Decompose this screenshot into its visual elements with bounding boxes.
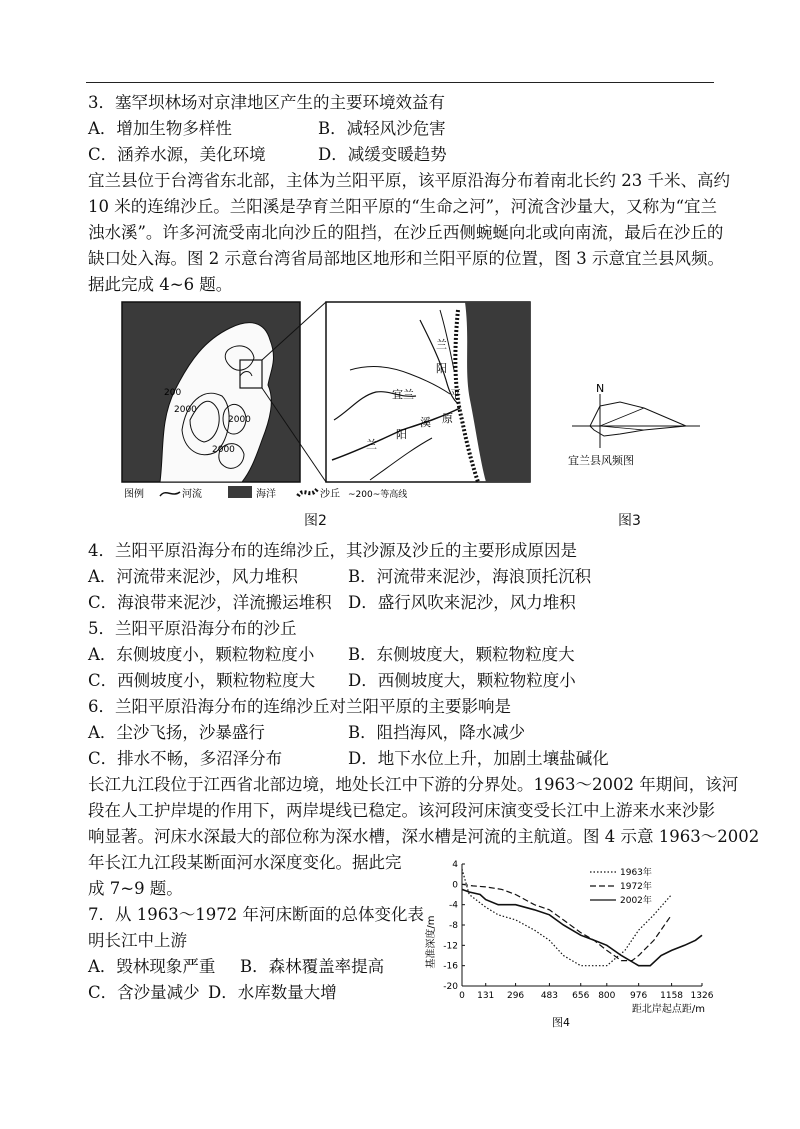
q3-stem: 3．塞罕坝林场对京津地区产生的主要环境效益有 [88,93,445,112]
series-line-3 [462,889,702,965]
county-label: 宜兰 [392,388,414,401]
passage2-line-2: 段在人工护岸堤的作用下，两岸堤线已稳定。该河段河床演变受长江中上游来水来沙影 [88,801,715,820]
passage2-line-3: 响显著。河床水深最大的部位称为深水槽，深水槽是河流的主航道。图 4 示意 1963～2002 [88,827,760,846]
wind-rose-title: 宜兰县风频图 [568,454,634,467]
river-char-1: 兰 [366,438,377,451]
passage1-line-4: 缺口处入海。图 2 示意台湾省局部地区地形和兰阳平原的位置，图 3 示意宜兰县风频。 [88,249,724,268]
y-tick-label: -8 [449,921,458,931]
q4-option-b: B．河流带来泥沙，海浪顶托沉积 [348,567,592,586]
y-tick-label: -16 [443,961,458,972]
lanyang-plain-map [326,302,530,482]
x-tick-label: 296 [506,991,525,1001]
legend-title: 图例 [124,489,144,500]
y-tick-label: 4 [452,860,458,870]
q3-option-d: D．减缓变暖趋势 [318,145,447,164]
q6-option-d: D．地下水位上升，加剧土壤盐碱化 [348,749,609,768]
plain-char-2: 阳 [436,362,447,375]
wind-frequency-polygon [590,402,686,436]
plain-char-1: 兰 [436,338,447,351]
q5-option-c: C．西侧坡度小，颗粒物粒度大 [88,671,316,690]
x-tick-label: 656 [572,991,590,1001]
taiwan-terrain-map [122,302,300,482]
q7-option-b: B．森林覆盖率提高 [240,957,385,976]
x-tick-label: 131 [477,991,495,1001]
q7-option-a: A．毁林现象严重 [88,957,216,976]
q5-option-b: B．东侧坡度大，颗粒物粒度大 [348,645,575,664]
passage1-line-3: 浊水溪”。许多河流受南北向沙丘的阻挡，在沙丘西侧蜿蜒向北或向南流，最后在沙丘的 [88,223,724,242]
figure-4-depth-chart [420,852,720,1032]
y-axis-label: 基准深度/m [426,915,437,969]
q4-option-a: A．河流带来泥沙，风力堆积 [88,567,298,586]
figure-2 [120,300,540,530]
x-tick-label: 800 [598,991,616,1001]
figure-4-caption: 图4 [552,1016,570,1029]
legend-label-2: 1972年 [620,882,652,892]
legend-ocean: 海洋 [256,489,276,500]
q7-option-c: C．含沙量减少 [88,983,200,1002]
y-tick-label: -12 [443,941,458,952]
q3-option-c: C．涵养水源，美化环境 [88,145,266,164]
q5-option-a: A．东侧坡度小，颗粒物粒度小 [88,645,315,664]
q4-stem: 4．兰阳平原沿海分布的连绵沙丘，其沙源及沙丘的主要形成原因是 [88,541,577,560]
contour-label-3: 2000 [228,415,251,425]
y-tick-label: -20 [443,982,458,992]
passage2-line-5: 成 7~9 题。 [88,879,183,898]
passage1-line-1: 宜兰县位于台湾省东北部，主体为兰阳平原，该平原沿海分布着南北长约 23 千米、高约 [88,171,730,190]
contour-label-1: 200 [164,388,182,398]
q7-stem-line-1: 7．从 1963～1972 年河床断面的总体变化表 [88,905,424,924]
q4-option-c: C．海浪带来泥沙，洋流搬运堆积 [88,593,332,612]
passage1-line-5: 据此完成 4~6 题。 [88,275,233,294]
q6-option-a: A．尘沙飞扬，沙暴盛行 [88,723,265,742]
y-tick-label: 0 [452,880,458,891]
x-tick-label: 1326 [690,991,714,1001]
passage2-line-4: 年长江九江段某断面河水深度变化。据此完 [88,853,402,872]
q3-option-a: A．增加生物多样性 [88,119,232,138]
legend-ocean-symbol [228,486,252,498]
figure-2-caption: 图2 [304,513,327,529]
plain-char-4: 原 [442,412,453,425]
header-rule [86,82,714,83]
x-tick-label: 483 [540,991,559,1001]
legend-label-3: 2002年 [620,896,652,906]
q7-option-d: D．水库数量大增 [208,983,337,1002]
legend-label-1: 1963年 [620,868,652,878]
contour-label-2: 2000 [174,405,197,415]
legend-river: 河流 [182,489,202,500]
legend-dune: 沙丘 [320,489,340,500]
q6-option-b: B．阻挡海风，降水减少 [348,723,526,742]
q5-option-d: D．西侧坡度大，颗粒物粒度小 [348,671,576,690]
x-tick-label: 0 [459,991,465,1001]
north-label: N [596,382,605,395]
q3-option-b: B．减轻风沙危害 [318,119,446,138]
x-axis-label: 距北岸起点距/m [631,1004,705,1015]
figure-2-legend [124,486,407,500]
river-char-2: 阳 [396,428,407,441]
legend-river-symbol [160,492,180,496]
legend-contour: ~200~等高线 [348,490,408,500]
q4-option-d: D．盛行风吹来泥沙，风力堆积 [348,593,576,612]
passage2-line-1: 长江九江段位于江西省北部边境，地处长江中下游的分界处。1963～2002 年期间，该河 [88,775,739,794]
y-tick-label: -4 [449,900,458,911]
q6-stem: 6．兰阳平原沿海分布的连绵沙丘对兰阳平原的主要影响是 [88,697,511,716]
plain-char-3: 平 [450,388,461,401]
contour-label-4: 2000 [212,445,235,455]
legend-dune-symbol [298,488,318,496]
passage1-line-2: 10 米的连绵沙丘。兰阳溪是孕育兰阳平原的“生命之河”，河流含沙量大，又称为“宜兰 [88,197,718,216]
q6-option-c: C．排水不畅，多沼泽分布 [88,749,283,768]
figure-3-caption: 图3 [618,513,641,529]
q5-stem: 5．兰阳平原沿海分布的沙丘 [88,619,297,638]
x-tick-label: 976 [630,991,648,1001]
q7-stem-line-2: 明长江中上游 [88,931,187,950]
figure-3-wind-rose [560,380,710,470]
x-tick-label: 1158 [660,991,684,1001]
river-char-3: 溪 [420,416,431,429]
